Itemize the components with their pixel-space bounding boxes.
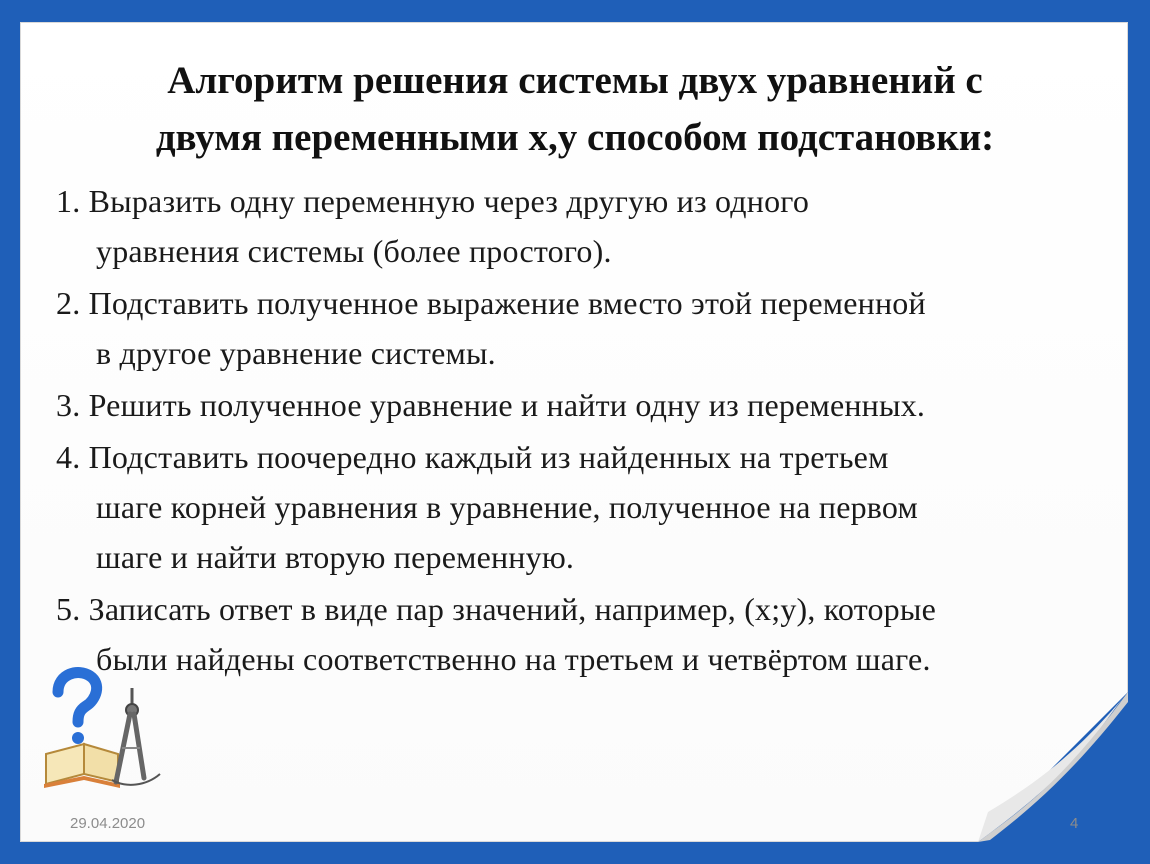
step-5-line-1: 5. Записать ответ в виде пар значений, например, (х;у), которые xyxy=(56,591,936,627)
slide-title xyxy=(70,52,1080,166)
step-5-line-2: были найдены соответственно на третьем и четвёртом шаге. xyxy=(96,641,931,677)
step-4 xyxy=(56,432,1096,582)
step-3 xyxy=(56,380,1096,430)
step-4-line-1: 4. Подставить поочередно каждый из найденных на третьем xyxy=(56,439,889,475)
question-book-clipart-icon xyxy=(36,662,176,790)
step-2 xyxy=(56,278,1096,378)
step-1-line-1: 1. Выразить одну переменную через другую из одного xyxy=(56,183,810,219)
step-5 xyxy=(56,584,1096,684)
title-line-2: двумя переменными х,у способом подстановки: xyxy=(155,116,995,159)
algorithm-steps-list xyxy=(56,176,1096,686)
title-line-1: Алгоритм решения системы двух уравнений с xyxy=(167,59,983,102)
step-1 xyxy=(56,176,1096,276)
step-3-line-1: 3. Решить полученное уравнение и найти одну из переменных. xyxy=(56,387,926,423)
slide-date: 29.04.2020 xyxy=(70,815,146,832)
step-2-line-1: 2. Подставить полученное выражение вместо этой переменной xyxy=(56,285,926,321)
compass-icon xyxy=(112,688,160,785)
slide-page-number: 4 xyxy=(1070,815,1079,832)
page-curl-icon xyxy=(978,692,1128,842)
step-4-line-3: шаге и найти вторую переменную. xyxy=(96,539,575,575)
step-4-line-2: шаге корней уравнения в уравнение, полученное на первом xyxy=(96,489,918,525)
step-2-line-2: в другое уравнение системы. xyxy=(96,335,496,371)
step-1-line-2: уравнения системы (более простого). xyxy=(96,233,612,269)
